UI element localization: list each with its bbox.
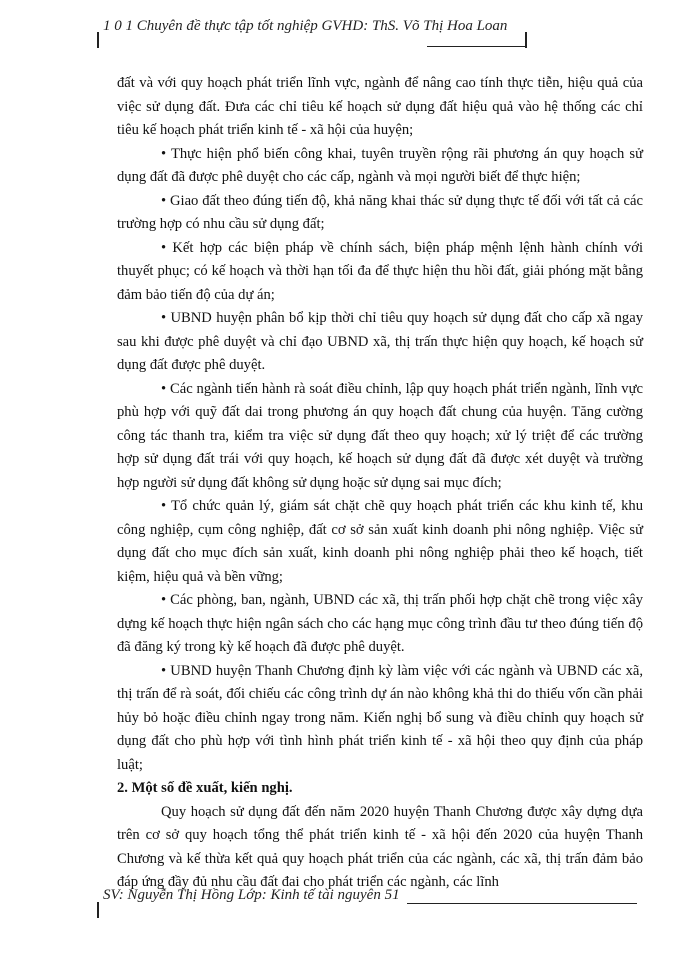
paragraph-intro: đất và với quy hoạch phát triển lĩnh vực, ngành để nâng cao tính thực tiễn, hiệu quả của việc sử dụng đất. Đưa các chỉ tiêu kế hoạch sử dụng đất hiệu quả vào hệ thống các chỉ tiêu kế hoạch phát triển kinh tế - xã hội của huyện; xyxy=(117,75,643,138)
header-text: 1 0 1 Chuyên đề thực tập tốt nghiệp GVHD: ThS. Võ Thị Hoa Loan xyxy=(103,18,508,34)
bullet-item-3: • Kết hợp các biện pháp về chính sách, biện pháp mệnh lệnh hành chính với thuyết phục; có kế hoạch và thời hạn tối đa để thực hiện thu hồi đất, giải phóng mặt bằng đảm bảo tiến độ của dự án; xyxy=(117,239,643,303)
bullet-item-6: • Tổ chức quản lý, giám sát chặt chẽ quy hoạch phát triển các khu kinh tế, khu công nghiệp, cụm công nghiệp, đất cơ sở sản xuất kinh doanh phi nông nghiệp. Việc sử dụng đất cho mục đích sản xuất, kinh doanh phi nông nghiệp phải theo kế hoạch, tiết kiệm, hiệu quả và bền vững; xyxy=(117,498,643,585)
bullet-item-1: • Thực hiện phổ biến công khai, tuyên truyền rộng rãi phương án quy hoạch sử dụng đất đã được phê duyệt cho các cấp, ngành và mọi người biết để thực hiện; xyxy=(117,145,643,185)
page-header xyxy=(97,18,527,50)
page-footer xyxy=(97,887,637,920)
paragraph-closing: Quy hoạch sử dụng đất đến năm 2020 huyện Thanh Chương được xây dựng dựa trên cơ sở quy hoạch tổng thể phát triển kinh tế - xã hội đến 2020 của huyện Thanh Chương và kế thừa kết quả quy hoạch phát triển của các ngành, các xã, thị trấn đảm bảo đáp ứng đầy đủ nhu cầu đất đai cho phát triển các ngành, các lĩnh xyxy=(117,803,643,890)
bullet-item-8: • UBND huyện Thanh Chương định kỳ làm việc với các ngành và UBND các xã, thị trấn để rà soát, đối chiếu các công trình dự án nào không khả thi do thiếu vốn cần phải hủy bỏ hoặc điều chỉnh ngay trong năm. Kiến nghị bổ sung và điều chỉnh quy hoạch sử dụng đất cho phù hợp với tình hình phát triển kinh tế - xã hội theo quy định của pháp luật; xyxy=(117,662,643,773)
footer-text: SV: Nguyễn Thị Hồng Lớp: Kinh tế tài nguyên 51 xyxy=(103,887,400,903)
footer-rule xyxy=(407,903,637,904)
bullet-item-5: • Các ngành tiến hành rà soát điều chỉnh, lập quy hoạch phát triển ngành, lĩnh vực phù hợp với quỹ đất dai trong phương án quy hoạch đất chung của huyện. Tăng cường công tác thanh tra, kiểm tra việc sử dụng đất theo quy hoạch; xử lý triệt để các trường hợp sử dụng đất trái với quy hoạch, kế hoạch sử dụng đất đã được xét duyệt và trường hợp người sử dụng đất không sử dụng hoặc sử dụng sai mục đích; xyxy=(117,380,643,491)
bullet-item-4: • UBND huyện phân bổ kịp thời chỉ tiêu quy hoạch sử dụng đất cho cấp xã ngay sau khi được phê duyệt và chỉ đạo UBND xã, thị trấn thực hiện quy hoạch, kế hoạch sử dụng đất được phê duyệt. xyxy=(117,310,643,373)
section-heading: 2. Một số đề xuất, kiến nghị. xyxy=(117,780,293,796)
header-rule xyxy=(427,46,527,47)
bullet-item-2: • Giao đất theo đúng tiến độ, khả năng khai thác sử dụng thực tế đối với tất cả các trường hợp có nhu cầu sử dụng đất; xyxy=(117,192,643,232)
header-left-bar xyxy=(97,32,99,48)
bullet-item-7: • Các phòng, ban, ngành, UBND các xã, thị trấn phối hợp chặt chẽ trong việc xây dựng kế hoạch thực hiện ngân sách cho các hạng mục công trình đầu tư theo đúng tiến độ đã đăng ký trong kỳ kế hoạch đã được phê duyệt. xyxy=(117,592,643,655)
document-body xyxy=(117,72,643,895)
footer-left-bar xyxy=(97,902,99,918)
